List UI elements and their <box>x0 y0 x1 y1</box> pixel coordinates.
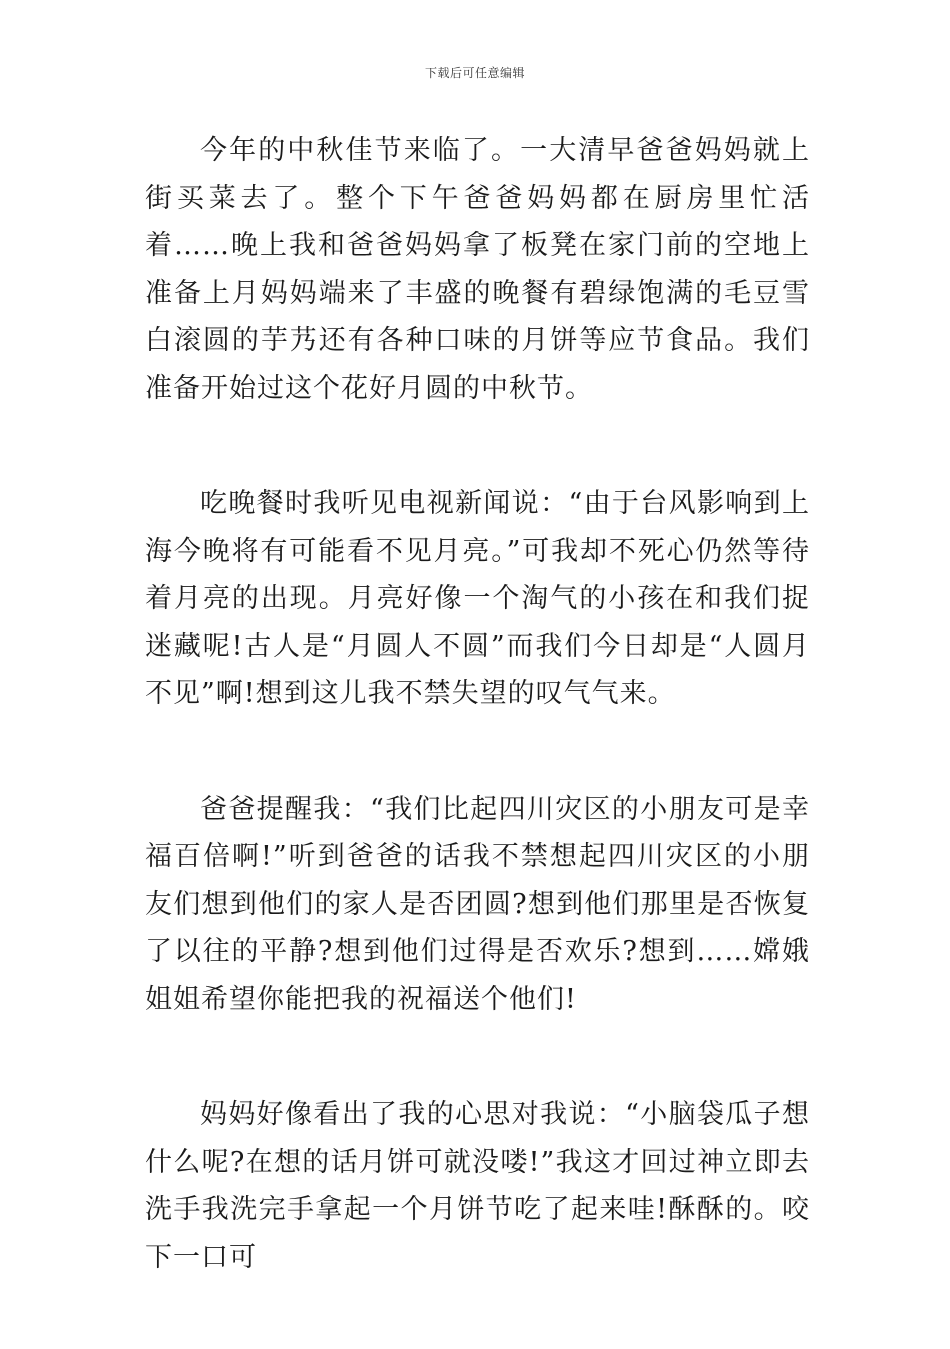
paragraph-2: 吃晚餐时我听见电视新闻说：“由于台风影响到上海今晚将有可能看不见月亮。”可我却不死心仍然等待着月亮的出现。月亮好像一个淘气的小孩在和我们捉迷藏呢!古人是“月圆人不圆”而我们今日却是“人圆月不见”啊!想到这儿我不禁失望的叹气气来。 <box>145 488 810 709</box>
paragraph-4: 妈妈好像看出了我的心思对我说：“小脑袋瓜子想什么呢?在想的话月饼可就没喽!”我这才回过神立即去洗手我洗完手拿起一个月饼节吃了起来哇!酥酥的。咬下一口可 <box>145 1099 810 1273</box>
document-body <box>145 127 810 1349</box>
paragraph-3: 爸爸提醒我：“我们比起四川灾区的小朋友可是幸福百倍啊!”听到爸爸的话我不禁想起四川灾区的小朋友们想到他们的家人是否团圆?想到他们那里是否恢复了以往的平静?想到他们过得是否欢乐?想到……嫦娥姐姐希望你能把我的祝福送个他们! <box>145 793 810 1015</box>
page-header: 下载后可任意编辑 <box>424 66 525 80</box>
paragraph-1: 今年的中秋佳节来临了。一大清早爸爸妈妈就上街买菜去了。整个下午爸爸妈妈都在厨房里忙活着……晚上我和爸爸妈妈拿了板凳在家门前的空地上准备上月妈妈端来了丰盛的晚餐有碧绿饱满的毛豆雪白滚圆的芋艿还有各种口味的月饼等应节食品。我们准备开始过这个花好月圆的中秋节。 <box>145 135 810 404</box>
